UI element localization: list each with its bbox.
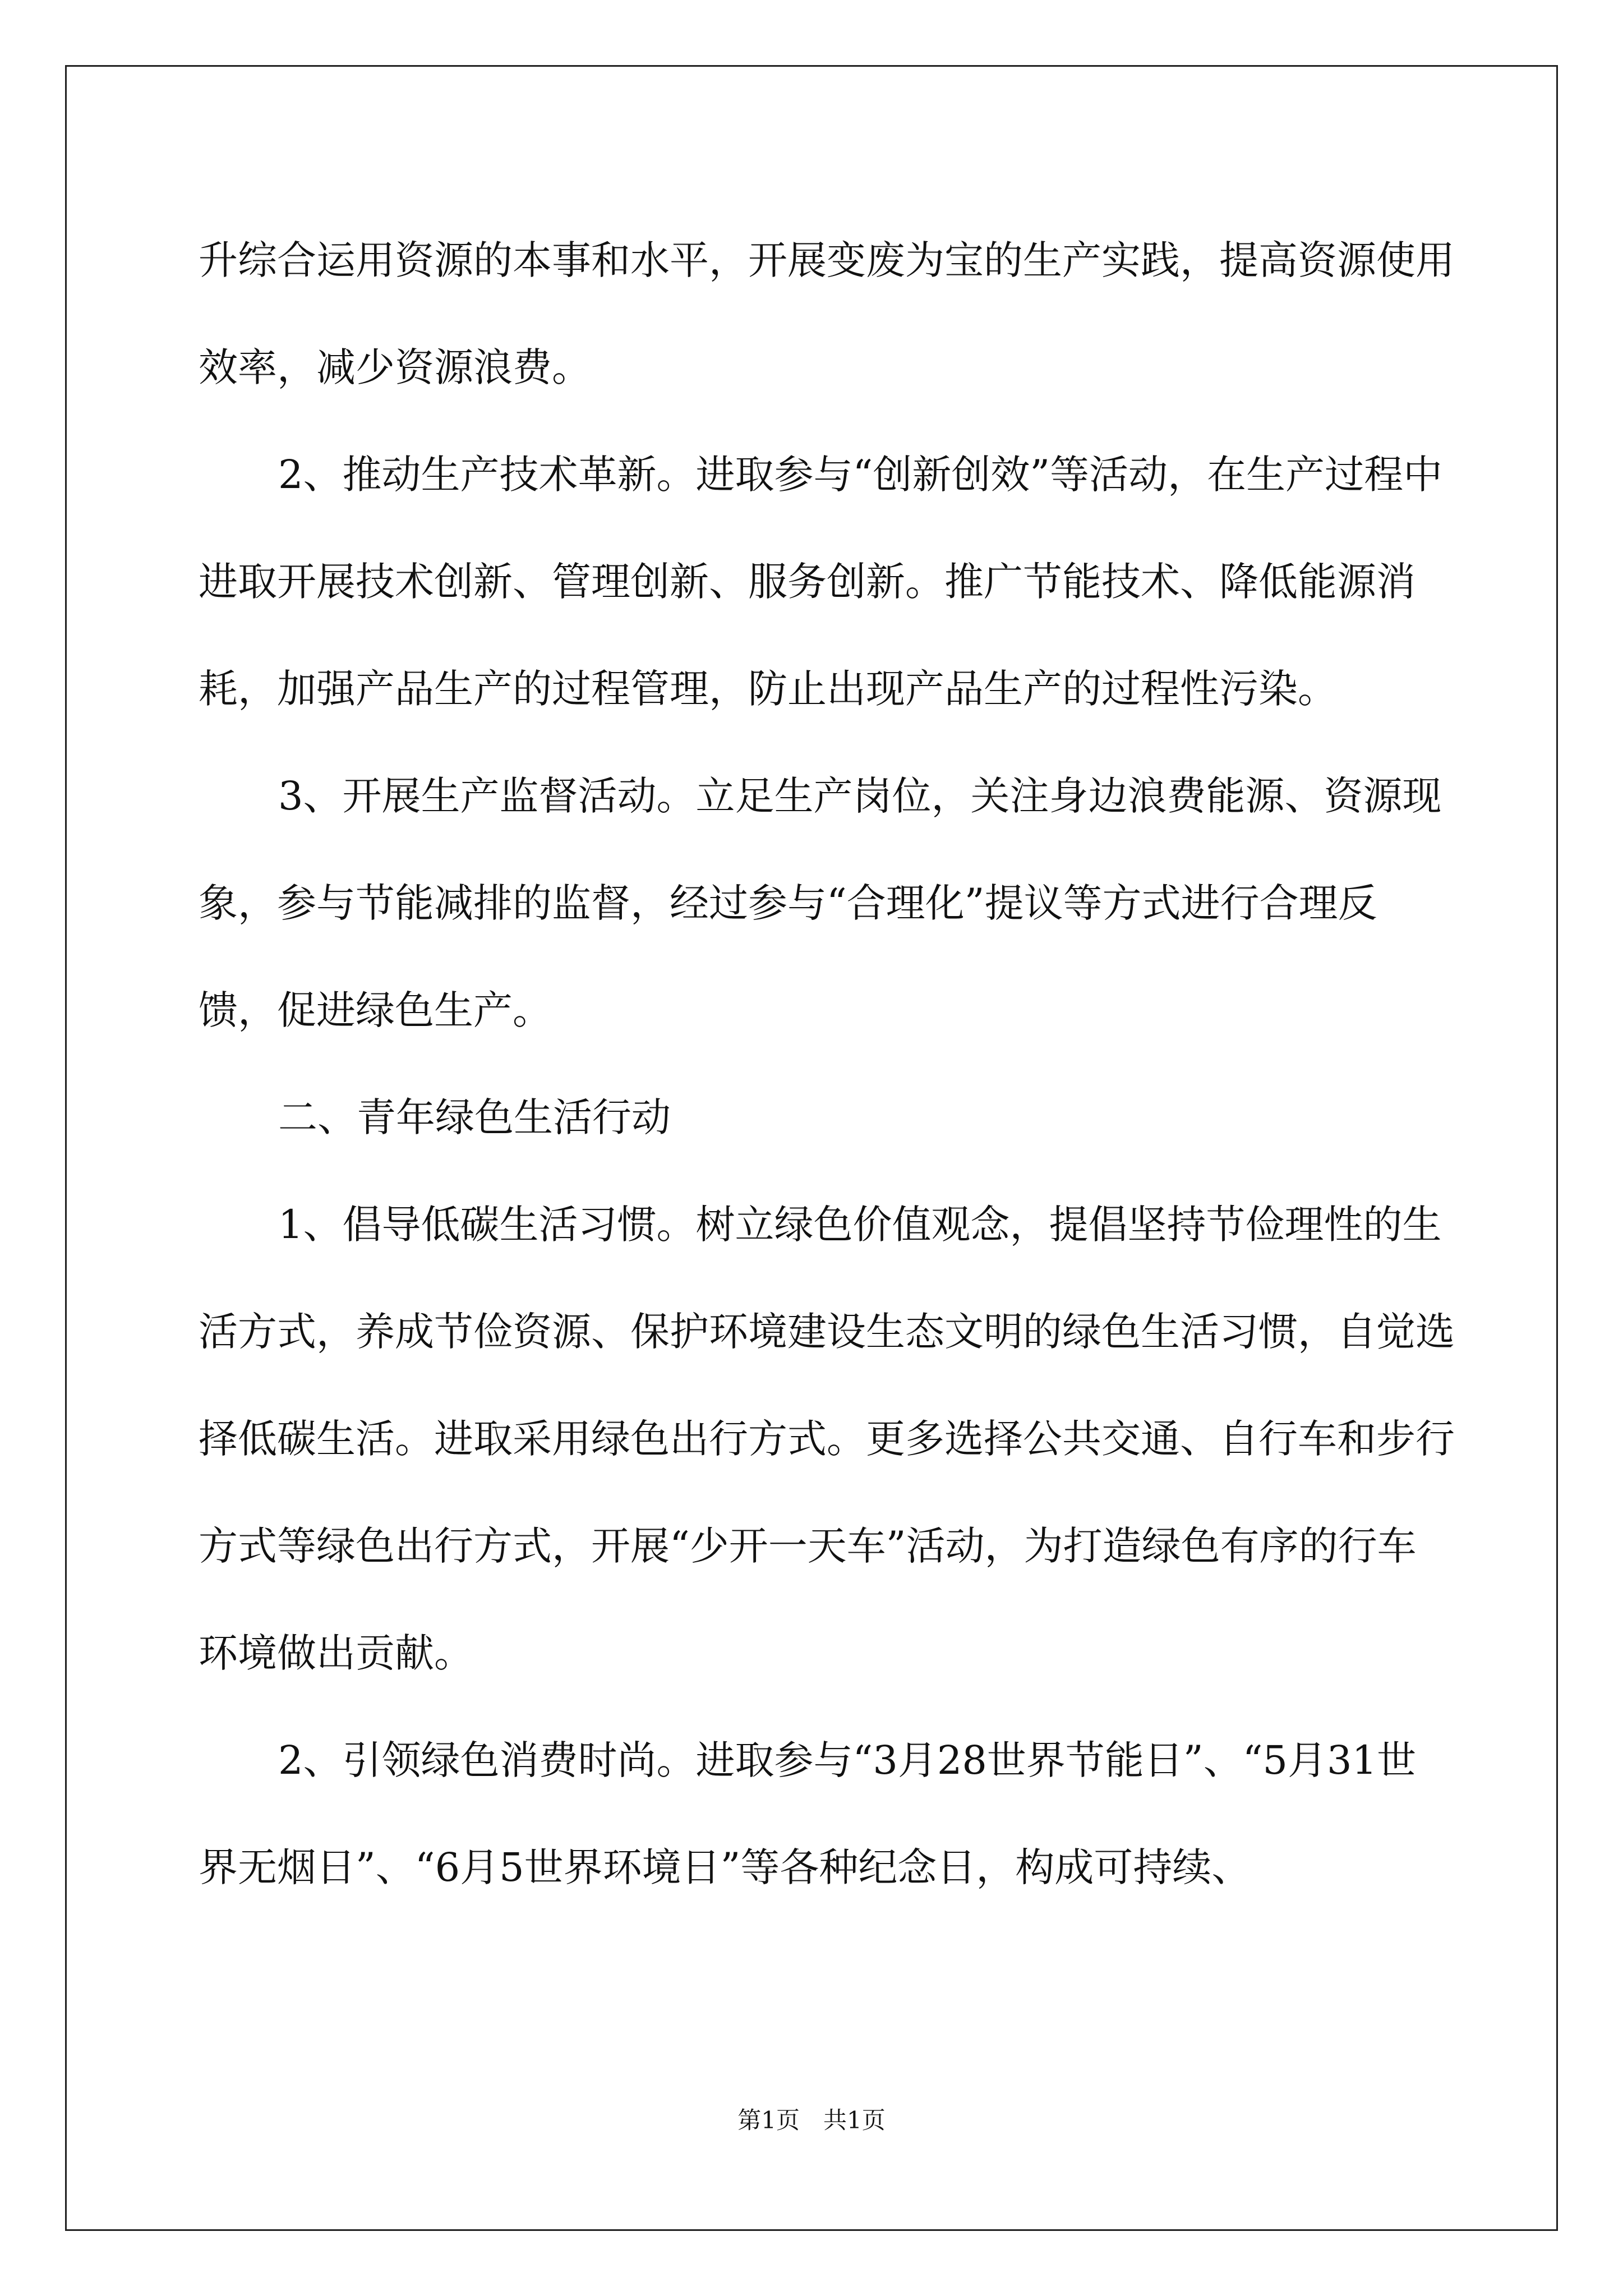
paragraph-green-consumption: 2、引领绿色消费时尚。进取参与“3月28世界节能日”、“5月31世界无烟日”、“6月5世界环境日”等各种纪念日，构成可持续、 [199,1737,1417,1890]
paragraph-production-supervision: 3、开展生产监督活动。立足生产岗位，关注身边浪费能源、资源现象，参与节能减排的监督，经过参与“合理化”提议等方式进行合理反馈，促进绿色生产。 [199,773,1442,1033]
paragraph-low-carbon-habits: 1、倡导低碳生活习惯。树立绿色价值观念，提倡坚持节俭理性的生活方式，养成节俭资源、保护环境建设生态文明的绿色生活习惯，自觉选择低碳生活。进取采用绿色出行方式。更多选择公共交通、自行车和步行方式等绿色出行方式，开展“少开一天车”活动，为打造绿色有序的行车环境做出贡献。 [199,1202,1455,1676]
page-footer: 第1页 共1页 [737,2106,886,2134]
document-body [199,207,1455,1921]
paragraph-production-innovation: 2、推动生产技术革新。进取参与“创新创效”等活动，在生产过程中进取开展技术创新、管理创新、服务创新。推广节能技术、降低能源消耗，加强产品生产的过程管理，防止出现产品生产的过程性污染。 [199,452,1443,712]
section-heading-green-life: 二、青年绿色生活行动 [278,1094,671,1140]
paragraph-continuation: 升综合运用资源的本事和水平，开展变废为宝的生产实践，提高资源使用效率，减少资源浪费。 [199,237,1455,390]
